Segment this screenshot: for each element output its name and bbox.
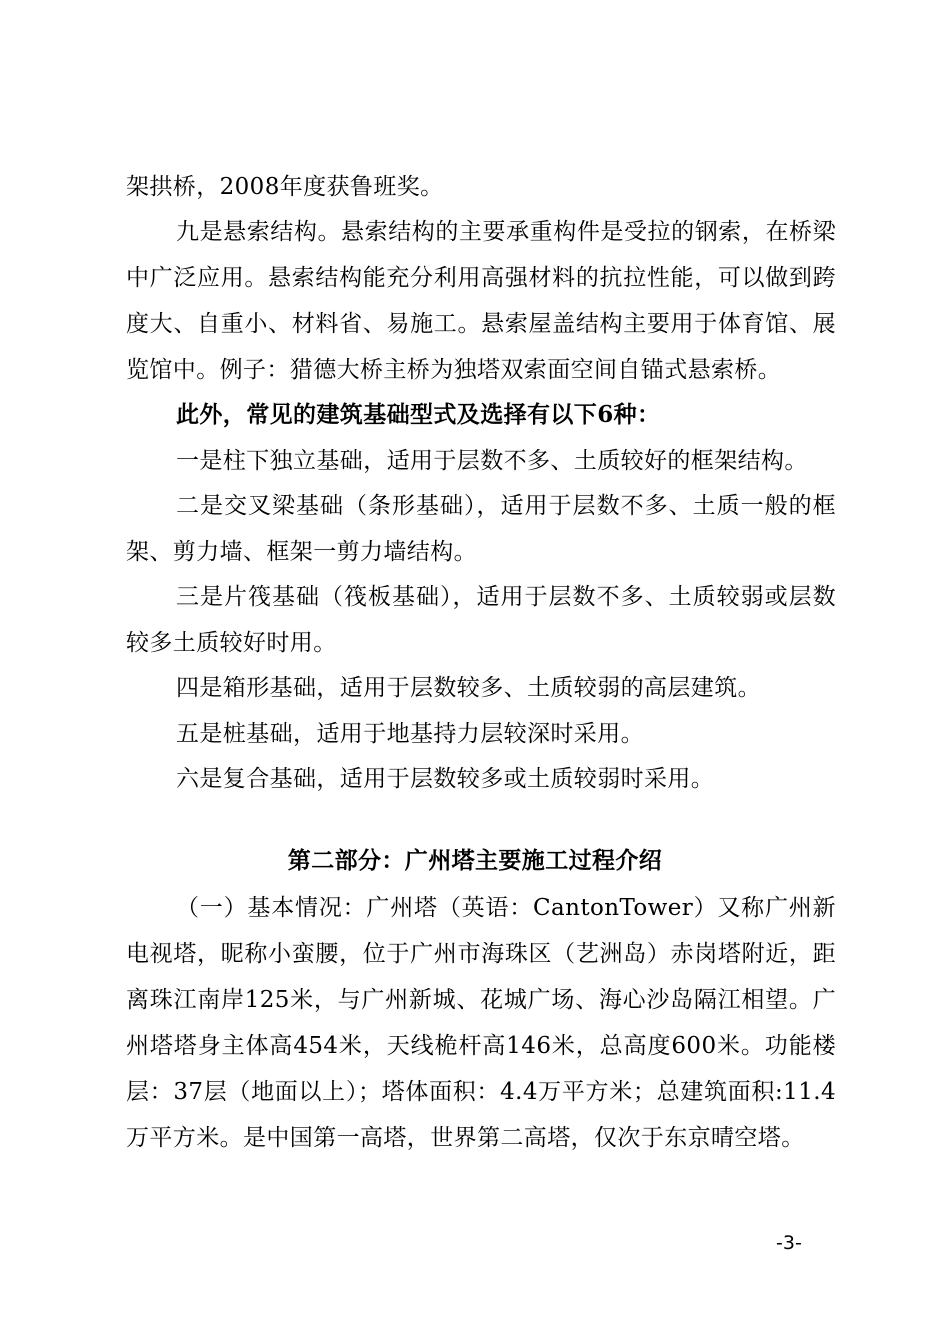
paragraph-line: （一）基本情况：广州塔（英语：CantonTower）又称广州新 [176,895,836,921]
paragraph-line: 中广泛应用。悬索结构能充分利用高强材料的抗拉性能，可以做到跨 [126,265,836,291]
paragraph-line: 电视塔，昵称小蛮腰，位于广州市海珠区（艺洲岛）赤岗塔附近，距 [126,941,836,967]
paragraph-line: 九是悬索结构。悬索结构的主要承重构件是受拉的钢索，在桥梁 [176,219,836,245]
paragraph-line: 州塔塔身主体高454米，天线桅杆高146米，总高度600米。功能楼 [126,1033,836,1059]
paragraph-line: 万平方米。是中国第一高塔，世界第二高塔，仅次于东京晴空塔。 [126,1125,805,1151]
paragraph-line: 架拱桥，2008年度获鲁班奖。 [126,174,444,200]
section-heading: 第二部分：广州塔主要施工过程介绍 [287,847,663,874]
paragraph-line: 览馆中。例子：猎德大桥主桥为独塔双索面空间自锚式悬索桥。 [126,357,782,383]
paragraph-line: 二是交叉梁基础（条形基础），适用于层数不多、土质一般的框 [176,493,836,519]
paragraph-line: 较多土质较好时用。 [126,630,337,656]
page-number: -3- [776,1232,802,1254]
paragraph-line: 离珠江南岸125米，与广州新城、花城广场、海心沙岛隔江相望。广 [126,987,836,1013]
paragraph-line: 度大、自重小、材料省、易施工。悬索屋盖结构主要用于体育馆、展 [126,311,836,337]
paragraph-line: 层：37层（地面以上）；塔体面积：4.4万平方米；总建筑面积:11.4 [126,1079,836,1105]
paragraph-line: 六是复合基础，适用于层数较多或土质较弱时采用。 [176,766,715,792]
paragraph-line: 四是箱形基础，适用于层数较多、土质较弱的高层建筑。 [176,675,761,701]
paragraph-line: 一是柱下独立基础，适用于层数不多、土质较好的框架结构。 [176,448,808,474]
paragraph-line: 三是片筏基础（筏板基础），适用于层数不多、土质较弱或层数 [176,584,836,610]
paragraph-line: 架、剪力墙、框架一剪力墙结构。 [126,539,477,565]
paragraph-line: 五是桩基础，适用于地基持力层较深时采用。 [176,721,644,747]
paragraph-line-bold: 此外，常见的建筑基础型式及选择有以下6种： [176,401,661,428]
